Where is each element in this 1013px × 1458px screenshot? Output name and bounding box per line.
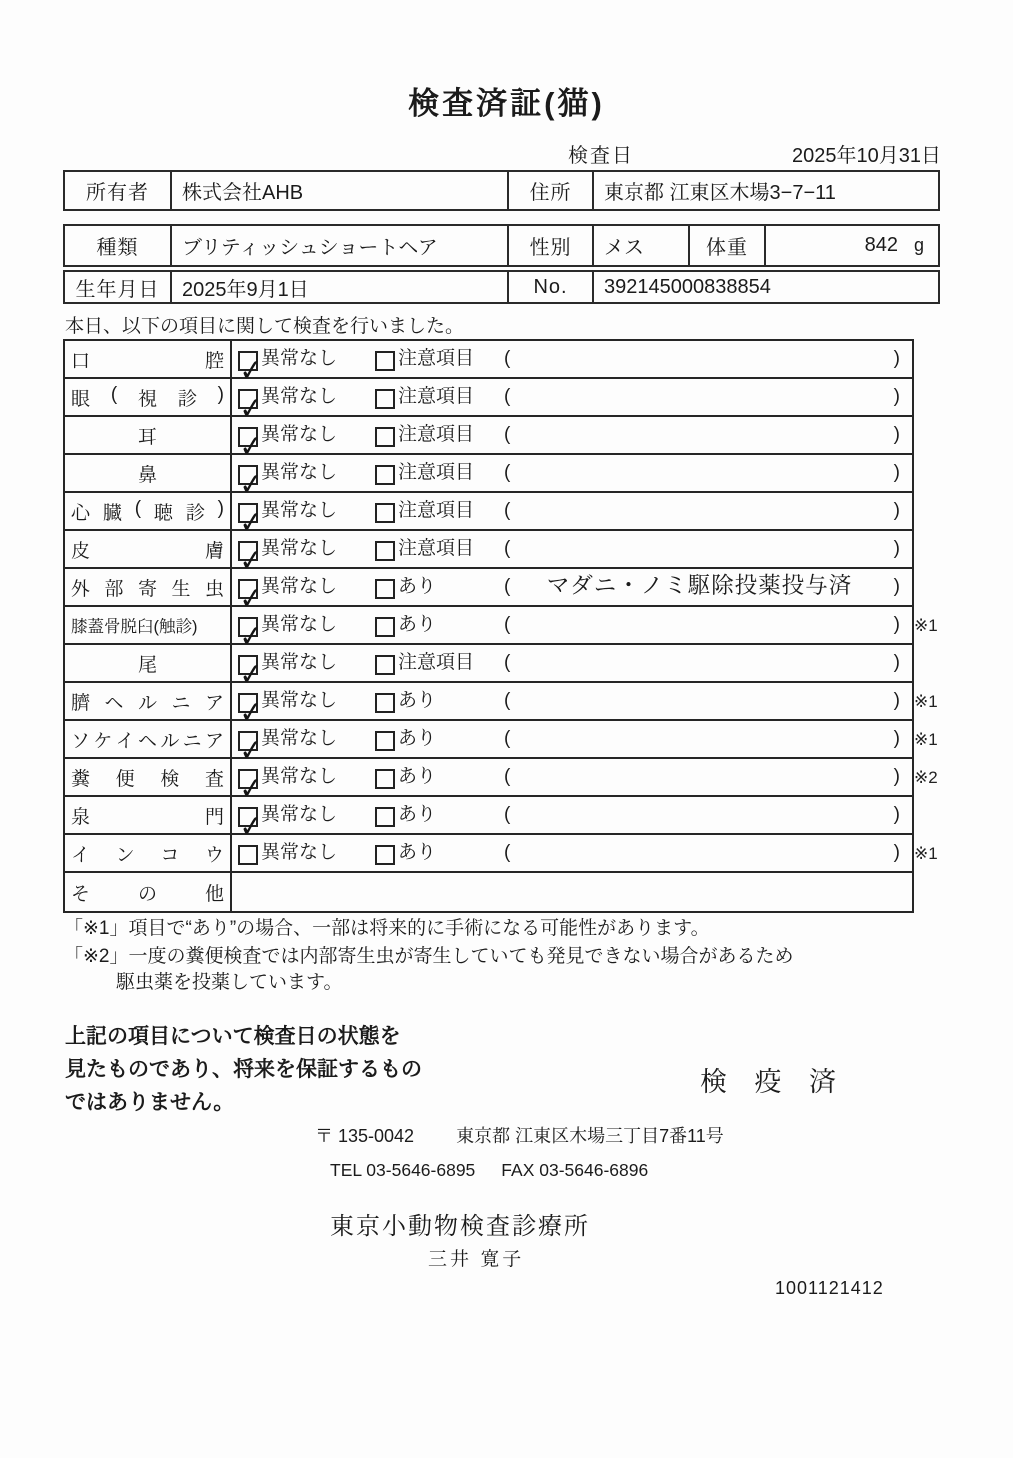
veterinarian-name: 三井 寛子 (428, 1249, 525, 1270)
paren-close: ) (893, 576, 900, 597)
paren-open: ( (504, 766, 511, 787)
paren-open: ( (504, 348, 511, 369)
sex-label: 性別 (507, 226, 592, 265)
paren-open: ( (504, 614, 511, 635)
exam-row (65, 493, 912, 541)
footnote-marker: ※1 (914, 692, 938, 711)
checkbox-attention (375, 579, 395, 599)
exam-row-content (232, 417, 912, 465)
exam-row (65, 797, 912, 845)
exam-row-content (232, 379, 912, 427)
exam-row-content (232, 759, 912, 807)
option-no-abnormality-label: 異常なし (261, 614, 338, 635)
checkbox-attention (375, 541, 395, 561)
exam-row (65, 721, 938, 769)
weight-label: 体重 (688, 226, 764, 265)
paren-open: ( (504, 842, 511, 863)
checkbox-attention (375, 655, 395, 675)
exam-row-content (232, 721, 912, 769)
exam-row-label-cell (65, 531, 232, 567)
exam-row (65, 645, 912, 693)
exam-row-content (232, 493, 912, 541)
exam-row-label: 耳 (137, 426, 157, 448)
paren-close: ) (893, 500, 900, 521)
birth-value: 2025年9月1日 (170, 272, 507, 302)
inspection-date-value: 2025年10月31日 (792, 145, 941, 167)
birth-table (63, 270, 940, 304)
checkbox-no-abnormality (237, 541, 265, 579)
checkbox-attention (375, 845, 395, 865)
clinic-address: 東京都 江東区木場三丁目7番11号 (456, 1126, 724, 1146)
option-no-abnormality-label: 異常なし (261, 690, 338, 711)
check-mark-icon: ✓ (237, 771, 265, 807)
exam-row-label-cell (65, 683, 232, 719)
animal-table (63, 224, 940, 267)
sex-value: メス (592, 226, 688, 265)
exam-row-content (232, 873, 912, 911)
page-title: 検査済証(猫) (408, 86, 605, 121)
option-no-abnormality-label: 異常なし (261, 842, 338, 863)
postal-address-line (315, 1122, 724, 1148)
checkbox-attention (375, 617, 395, 637)
paren-close: ) (893, 652, 900, 673)
paren-close: ) (893, 728, 900, 749)
paren-open: ( (504, 462, 511, 483)
tel-number: TEL 03-5646-6895 (330, 1160, 476, 1180)
checkbox-no-abnormality (237, 693, 265, 731)
paren-open: ( (504, 690, 511, 711)
option-no-abnormality-label: 異常なし (261, 652, 338, 673)
checkbox-attention (375, 389, 395, 409)
option-attention-label: 注意項目 (398, 386, 475, 407)
exam-row (65, 873, 912, 911)
exam-row (65, 531, 912, 579)
option-no-abnormality-label: 異常なし (261, 500, 338, 521)
breed-label: 種類 (96, 237, 139, 259)
disclaimer-line-3: ではありません。 (65, 1091, 235, 1114)
checkbox-no-abnormality (237, 807, 265, 845)
birth-label: 生年月日 (75, 278, 160, 301)
footnote-1: 「※1」項目で“あり”の場合、一部は将来的に手術になる可能性があります。 (64, 918, 710, 939)
address-value: 東京都 江東区木場3−7−11 (592, 172, 938, 209)
checkbox-attention (375, 503, 395, 523)
check-mark-icon: ✓ (237, 467, 265, 503)
check-mark-icon: ✓ (237, 809, 265, 845)
owner-value: 株式会社AHB (170, 172, 507, 209)
checkbox-no-abnormality (237, 731, 265, 769)
exam-row-label-cell (65, 607, 232, 643)
exam-row (65, 835, 938, 873)
checkbox-no-abnormality (237, 427, 265, 465)
document-code: 1001121412 (775, 1278, 884, 1298)
paren-close: ) (893, 766, 900, 787)
option-no-abnormality-label: 異常なし (261, 804, 338, 825)
checkbox-no-abnormality (237, 465, 265, 503)
checkbox-attention (375, 731, 395, 751)
remark-text: マダニ・ノミ駆除投薬投与済 (546, 573, 853, 598)
exam-row (65, 379, 912, 427)
option-attention-label: あり (398, 766, 437, 787)
weight-unit: g (913, 235, 924, 255)
exam-row-label: ソ ケ イ ヘ ル ニ ア (71, 730, 224, 752)
checkbox-attention (375, 807, 395, 827)
footnote-marker: ※1 (914, 616, 938, 635)
option-attention-label: 注意項目 (398, 652, 475, 673)
exam-row (65, 341, 912, 389)
checkbox-attention (375, 351, 395, 371)
exam-row-label-cell (65, 645, 232, 681)
paren-open: ( (504, 424, 511, 445)
tel-fax-line (330, 1160, 648, 1181)
checkbox-no-abnormality (237, 769, 265, 807)
option-no-abnormality-label: 異常なし (261, 386, 338, 407)
checkbox-no-abnormality (237, 617, 265, 655)
no-label: No. (507, 272, 592, 302)
option-attention-label: 注意項目 (398, 538, 475, 559)
exam-row-label: 膝蓋骨脱臼(触診) (71, 618, 198, 636)
exam-row-content (232, 531, 912, 579)
check-mark-icon: ✓ (237, 657, 265, 693)
check-mark-icon: ✓ (237, 733, 265, 769)
paren-close: ) (893, 538, 900, 559)
footnote-2: 「※2」一度の糞便検査では内部寄生虫が寄生していても発見できない場合があるため (64, 946, 794, 967)
paren-open: ( (504, 728, 511, 749)
option-no-abnormality-label: 異常なし (261, 538, 338, 559)
option-attention-label: あり (398, 614, 437, 635)
exam-row-label: イ ン コ ウ (71, 844, 224, 866)
exam-row-label: 眼 ( 視 診 ) (71, 383, 224, 410)
paren-open: ( (504, 500, 511, 521)
exam-row-label-cell (65, 379, 232, 415)
option-attention-label: あり (398, 728, 437, 749)
exam-row-label: 心 臓 ( 聴 診 ) (71, 497, 224, 524)
address-label: 住所 (507, 172, 592, 209)
exam-row-label-cell (65, 759, 232, 795)
exam-row-label: 糞 便 検 査 (71, 768, 224, 790)
check-mark-icon: ✓ (237, 505, 265, 541)
fax-number: FAX 03-5646-6896 (501, 1160, 649, 1180)
exam-row-label: 臍 ヘ ル ニ ア (71, 692, 224, 714)
option-attention-label: あり (398, 804, 437, 825)
option-attention-label: あり (398, 690, 437, 711)
paren-close: ) (893, 804, 900, 825)
exam-row-label-cell (65, 417, 232, 453)
exam-row (65, 455, 912, 503)
check-mark-icon: ✓ (237, 353, 265, 389)
paren-close: ) (893, 462, 900, 483)
paren-open: ( (504, 804, 511, 825)
exam-row-content (232, 455, 912, 503)
option-attention-label: 注意項目 (398, 424, 475, 445)
exam-row-label-cell (65, 493, 232, 529)
exam-table (63, 339, 938, 913)
option-no-abnormality-label: 異常なし (261, 728, 338, 749)
exam-row-label-cell (65, 835, 232, 871)
disclaimer-text (65, 1020, 422, 1119)
option-no-abnormality-label: 異常なし (261, 462, 338, 483)
checkbox-no-abnormality (237, 579, 265, 617)
exam-row (65, 607, 938, 655)
option-attention-label: あり (398, 576, 437, 597)
exam-row (65, 759, 938, 807)
owner-label: 所有者 (86, 182, 149, 204)
weight-value: 842 (864, 234, 898, 256)
checkbox-no-abnormality (237, 655, 265, 693)
exam-row-content (232, 341, 912, 389)
check-mark-icon: ✓ (237, 695, 265, 731)
paren-open: ( (504, 386, 511, 407)
checkbox-attention (375, 693, 395, 713)
inspection-date-label: 検査日 (568, 145, 634, 167)
quarantine-stamp: 検 疫 済 (700, 1067, 847, 1097)
option-no-abnormality-label: 異常なし (261, 424, 338, 445)
check-mark-icon: ✓ (237, 391, 265, 427)
paren-open: ( (504, 538, 511, 559)
paren-close: ) (893, 690, 900, 711)
exam-row-label: 泉 門 (71, 806, 224, 828)
clinic-name: 東京小動物検査診療所 (330, 1213, 590, 1240)
exam-row-label: 口 腔 (71, 350, 224, 372)
option-attention-label: 注意項目 (398, 500, 475, 521)
check-mark-icon: ✓ (237, 619, 265, 655)
exam-row-content (232, 607, 912, 655)
postal-code: 〒 135-0042 (315, 1126, 415, 1146)
exam-row-label: 尾 (137, 654, 157, 676)
exam-row-label-cell (65, 873, 232, 911)
exam-row-content (232, 835, 912, 871)
checkbox-no-abnormality (238, 845, 258, 865)
footnote-marker: ※1 (914, 730, 938, 749)
exam-row-label-cell (65, 797, 232, 833)
no-value: 392145000838854 (592, 272, 938, 302)
paren-close: ) (893, 424, 900, 445)
exam-row-label-cell (65, 721, 232, 757)
exam-row-label-cell (65, 455, 232, 491)
exam-row-label-cell (65, 341, 232, 377)
checkbox-no-abnormality (237, 351, 265, 389)
exam-row-label: そ の 他 (71, 883, 224, 905)
footnote-marker: ※1 (914, 844, 938, 863)
check-mark-icon: ✓ (237, 429, 265, 465)
exam-row (65, 683, 938, 731)
check-mark-icon: ✓ (237, 543, 265, 579)
exam-row-label: 皮 膚 (71, 540, 224, 562)
paren-close: ) (893, 842, 900, 863)
weight-value-cell (764, 226, 938, 265)
exam-row (65, 569, 912, 617)
exam-row-content (232, 683, 912, 731)
option-attention-label: あり (398, 842, 437, 863)
paren-close: ) (893, 614, 900, 635)
option-no-abnormality-label: 異常なし (261, 766, 338, 787)
disclaimer-line-1: 上記の項目について検査日の状態を (65, 1025, 401, 1048)
paren-close: ) (893, 386, 900, 407)
checkbox-attention (375, 769, 395, 789)
breed-value: ブリティッシュショートヘア (170, 226, 507, 265)
paren-open: ( (504, 576, 511, 597)
checkbox-attention (375, 465, 395, 485)
exam-row-label: 外 部 寄 生 虫 (71, 578, 224, 600)
option-attention-label: 注意項目 (398, 348, 475, 369)
intro-text: 本日、以下の項目に関して検査を行いました。 (65, 316, 465, 337)
exam-row (65, 417, 912, 465)
checkbox-no-abnormality (237, 503, 265, 541)
check-mark-icon: ✓ (237, 581, 265, 617)
exam-row-label: 鼻 (137, 464, 157, 486)
disclaimer-line-2: 見たものであり、将来を保証するもの (65, 1058, 422, 1081)
exam-row-content (232, 645, 912, 693)
exam-row-label-cell (65, 569, 232, 605)
option-no-abnormality-label: 異常なし (261, 576, 338, 597)
paren-open: ( (504, 652, 511, 673)
paren-close: ) (893, 348, 900, 369)
exam-row-content (232, 797, 912, 845)
checkbox-no-abnormality (237, 389, 265, 427)
exam-row-content (232, 569, 912, 617)
footnote-marker: ※2 (914, 768, 938, 787)
owner-table (63, 170, 940, 211)
checkbox-attention (375, 427, 395, 447)
option-no-abnormality-label: 異常なし (261, 348, 338, 369)
option-attention-label: 注意項目 (398, 462, 475, 483)
footnote-2-continued: 駆虫薬を投薬しています。 (116, 972, 343, 993)
